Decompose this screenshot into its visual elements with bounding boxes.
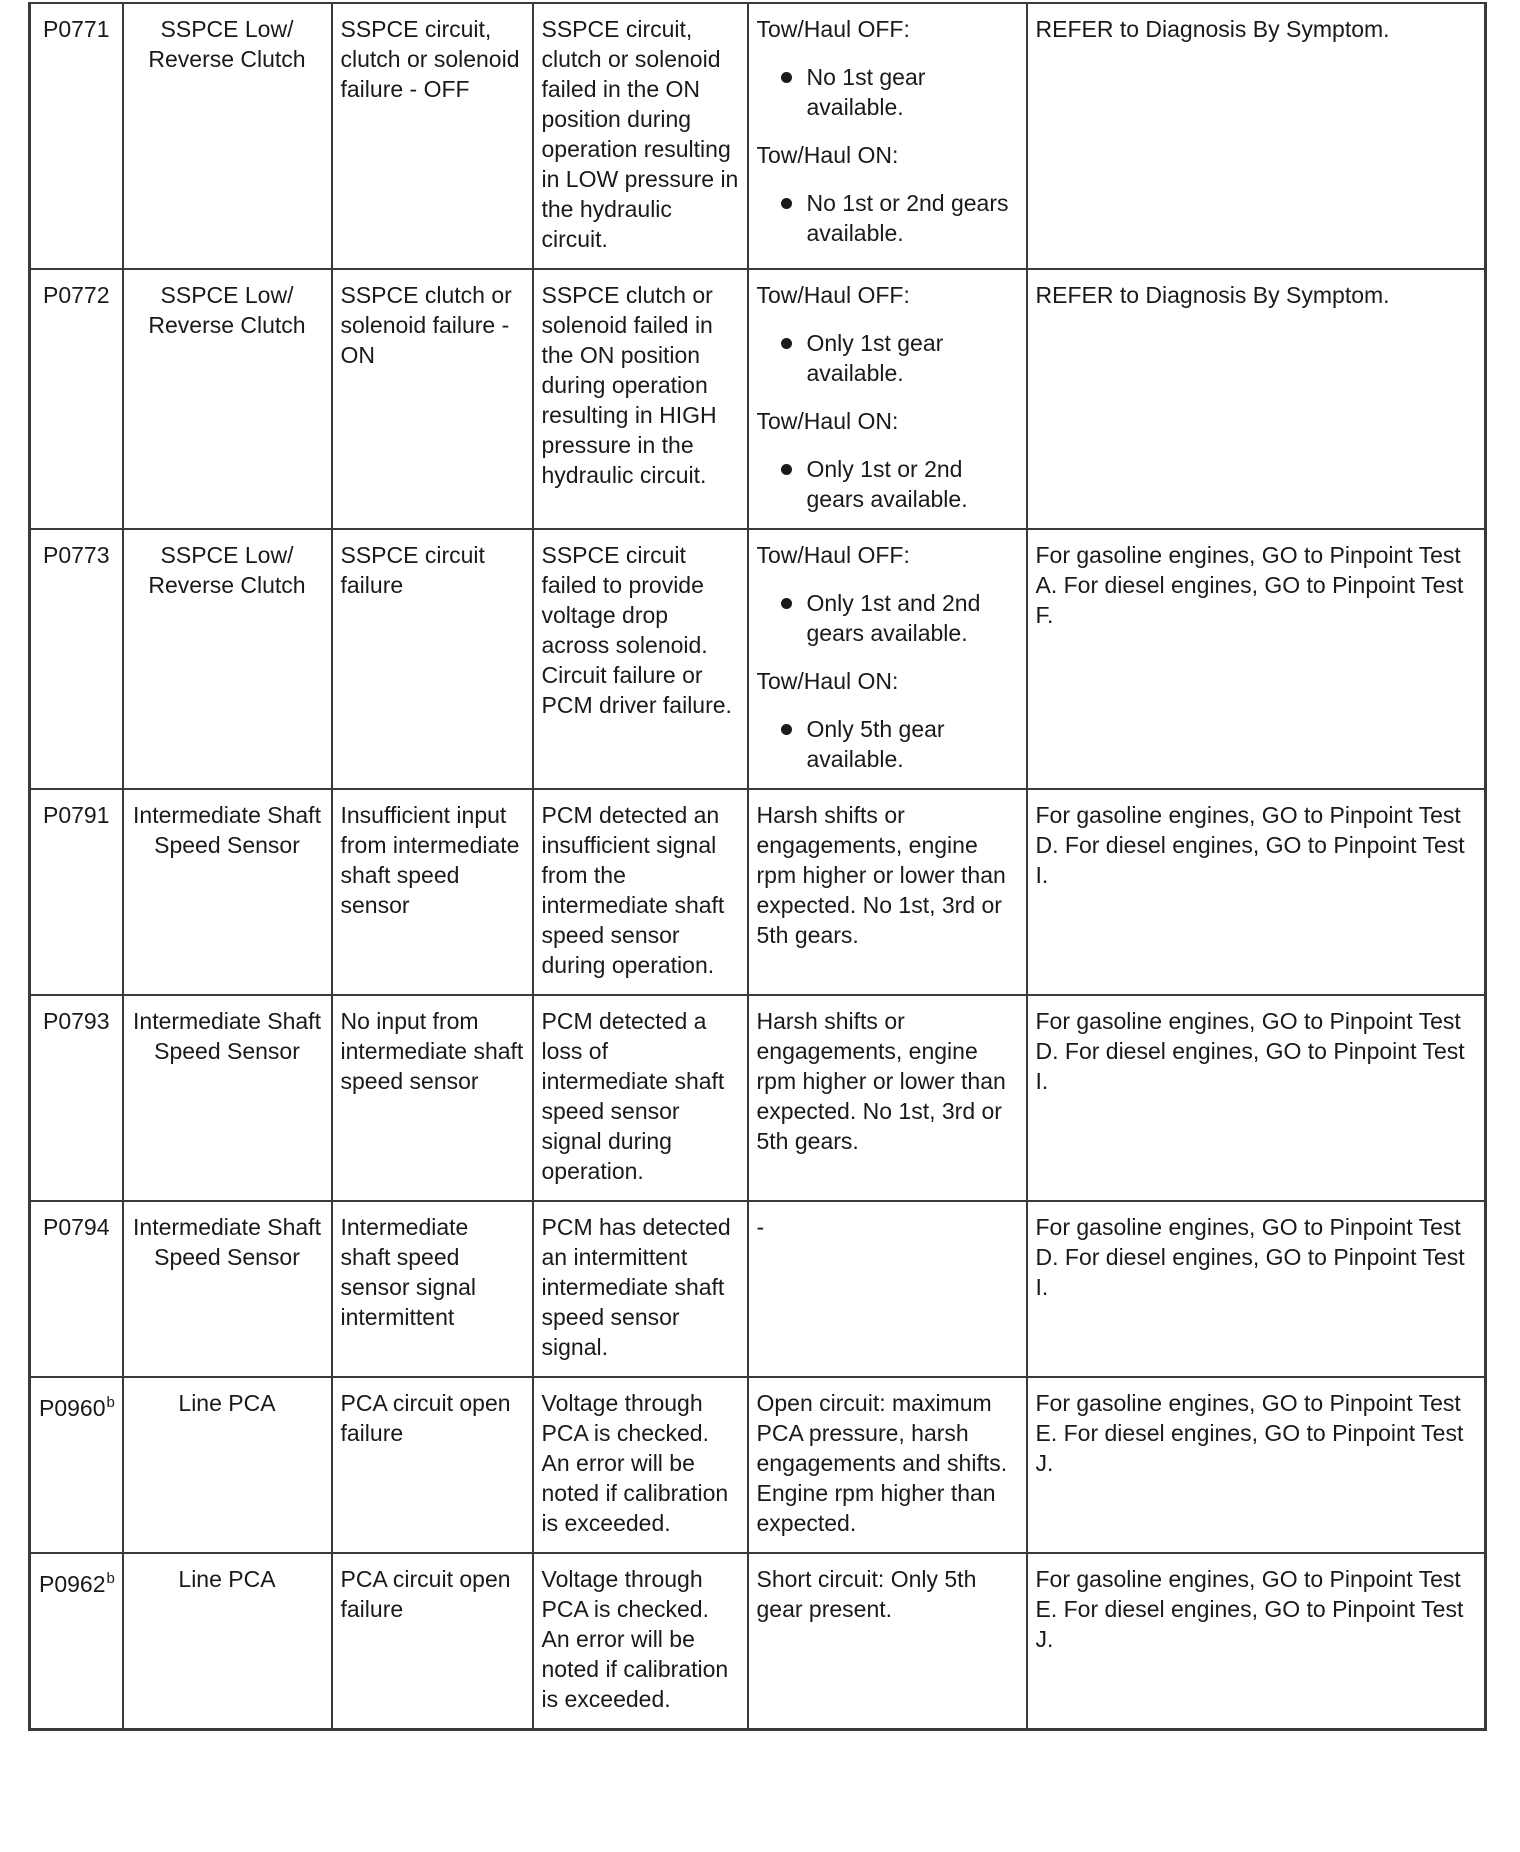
symptom-cell <box>748 529 1027 789</box>
symptom-list <box>757 454 1018 514</box>
symptom-cell <box>748 995 1027 1201</box>
list-item <box>757 454 1018 514</box>
symptom-cell <box>748 1201 1027 1377</box>
table-row <box>30 529 1486 789</box>
symptom-heading: Tow/Haul OFF: <box>756 16 910 42</box>
dtc-code-cell <box>30 269 123 529</box>
symptom-bullet-text: Only 5th gear available. <box>806 716 945 772</box>
condition-cell: Voltage through PCA is checked. An error will be noted if calibration is exceeded. <box>533 1377 748 1553</box>
table-row <box>30 789 1486 995</box>
condition-cell: PCM detected a loss of intermediate shaft speed sensor signal during operation. <box>533 995 748 1201</box>
dtc-code-cell <box>30 3 123 269</box>
bullet-icon <box>781 724 792 735</box>
condition-cell: SSPCE circuit failed to provide voltage drop across solenoid. Circuit failure or PCM driver failure. <box>533 529 748 789</box>
symptom-text: Short circuit: Only 5th gear present. <box>756 1566 977 1622</box>
symptom-cell <box>748 789 1027 995</box>
action-cell: For gasoline engines, GO to Pinpoint Test D. For diesel engines, GO to Pinpoint Test I. <box>1027 1201 1486 1377</box>
symptom-bullet-text: No 1st or 2nd gears available. <box>806 190 1009 246</box>
list-item <box>757 188 1018 248</box>
dtc-code: P0771 <box>42 16 110 42</box>
symptom-cell <box>748 269 1027 529</box>
component-cell: Intermediate Shaft Speed Sensor <box>123 1201 332 1377</box>
component-cell: Line PCA <box>123 1377 332 1553</box>
action-cell: For gasoline engines, GO to Pinpoint Test A. For diesel engines, GO to Pinpoint Test F. <box>1027 529 1486 789</box>
list-item <box>757 714 1018 774</box>
dtc-code: P0773 <box>42 542 110 568</box>
symptom-cell <box>748 3 1027 269</box>
symptom-heading: Tow/Haul ON: <box>756 408 899 434</box>
symptom-text: Harsh shifts or engagements, engine rpm higher or lower than expected. No 1st, 3rd or 5th gears. <box>756 802 1006 948</box>
symptom-list <box>757 188 1018 248</box>
dtc-code-cell <box>30 995 123 1201</box>
symptom-heading: Tow/Haul OFF: <box>756 542 910 568</box>
symptom-text: Harsh shifts or engagements, engine rpm higher or lower than expected. No 1st, 3rd or 5th gears. <box>756 1008 1006 1154</box>
bullet-icon <box>781 72 792 83</box>
description-cell: PCA circuit open failure <box>332 1377 533 1553</box>
description-cell: PCA circuit open failure <box>332 1553 533 1730</box>
component-cell: Line PCA <box>123 1553 332 1730</box>
dtc-code-cell <box>30 1201 123 1377</box>
action-cell: For gasoline engines, GO to Pinpoint Test E. For diesel engines, GO to Pinpoint Test J. <box>1027 1553 1486 1730</box>
description-cell: No input from intermediate shaft speed sensor <box>332 995 533 1201</box>
list-item <box>757 588 1018 648</box>
symptom-heading: Tow/Haul ON: <box>756 142 899 168</box>
description-cell: Intermediate shaft speed sensor signal intermittent <box>332 1201 533 1377</box>
component-cell: Intermediate Shaft Speed Sensor <box>123 995 332 1201</box>
symptom-cell <box>748 1377 1027 1553</box>
dtc-code: P0793 <box>42 1008 110 1034</box>
bullet-icon <box>781 198 792 209</box>
symptom-list <box>757 62 1018 122</box>
dtc-code-cell <box>30 529 123 789</box>
symptom-heading: Tow/Haul OFF: <box>756 282 910 308</box>
dtc-code-cell <box>30 1377 123 1553</box>
list-item <box>757 328 1018 388</box>
symptom-list <box>757 328 1018 388</box>
bullet-icon <box>781 338 792 349</box>
component-cell: SSPCE Low/ Reverse Clutch <box>123 529 332 789</box>
dtc-table <box>28 2 1487 1731</box>
condition-cell: PCM detected an insufficient signal from the intermediate shaft speed sensor during operation. <box>533 789 748 995</box>
action-cell: For gasoline engines, GO to Pinpoint Test D. For diesel engines, GO to Pinpoint Test I. <box>1027 995 1486 1201</box>
dtc-code-cell <box>30 789 123 995</box>
footnote-marker: b <box>106 1394 115 1411</box>
list-item <box>757 62 1018 122</box>
condition-cell: SSPCE circuit, clutch or solenoid failed in the ON position during operation resulting in LOW pressure in the hydraulic circuit. <box>533 3 748 269</box>
description-cell: SSPCE clutch or solenoid failure - ON <box>332 269 533 529</box>
component-cell: SSPCE Low/ Reverse Clutch <box>123 269 332 529</box>
symptom-bullet-text: Only 1st gear available. <box>806 330 944 386</box>
dtc-code-cell <box>30 1553 123 1730</box>
component-cell: SSPCE Low/ Reverse Clutch <box>123 3 332 269</box>
dtc-code: P0962 <box>39 1571 106 1597</box>
symptom-bullet-text: Only 1st or 2nd gears available. <box>806 456 968 512</box>
symptom-bullet-text: No 1st gear available. <box>806 64 926 120</box>
dtc-table-body <box>30 3 1486 1730</box>
table-row <box>30 1201 1486 1377</box>
description-cell: SSPCE circuit, clutch or solenoid failure - OFF <box>332 3 533 269</box>
action-cell: For gasoline engines, GO to Pinpoint Test D. For diesel engines, GO to Pinpoint Test I. <box>1027 789 1486 995</box>
description-cell: Insufficient input from intermediate shaft speed sensor <box>332 789 533 995</box>
bullet-icon <box>781 464 792 475</box>
condition-cell: Voltage through PCA is checked. An error will be noted if calibration is exceeded. <box>533 1553 748 1730</box>
dtc-code: P0794 <box>42 1214 110 1240</box>
condition-cell: SSPCE clutch or solenoid failed in the ON position during operation resulting in HIGH pressure in the hydraulic circuit. <box>533 269 748 529</box>
dtc-code: P0772 <box>42 282 110 308</box>
table-row <box>30 269 1486 529</box>
symptom-heading: Tow/Haul ON: <box>756 668 899 694</box>
condition-cell: PCM has detected an intermittent intermediate shaft speed sensor signal. <box>533 1201 748 1377</box>
action-cell: REFER to Diagnosis By Symptom. <box>1027 269 1486 529</box>
component-cell: Intermediate Shaft Speed Sensor <box>123 789 332 995</box>
table-row <box>30 995 1486 1201</box>
table-row <box>30 3 1486 269</box>
table-row <box>30 1377 1486 1553</box>
table-row <box>30 1553 1486 1730</box>
dtc-code: P0960 <box>39 1395 106 1421</box>
symptom-cell <box>748 1553 1027 1730</box>
bullet-icon <box>781 598 792 609</box>
symptom-list <box>757 588 1018 648</box>
symptom-list <box>757 714 1018 774</box>
description-cell: SSPCE circuit failure <box>332 529 533 789</box>
action-cell: For gasoline engines, GO to Pinpoint Test E. For diesel engines, GO to Pinpoint Test J. <box>1027 1377 1486 1553</box>
action-cell: REFER to Diagnosis By Symptom. <box>1027 3 1486 269</box>
footnote-marker: b <box>106 1570 115 1587</box>
symptom-text: Open circuit: maximum PCA pressure, harsh engagements and shifts. Engine rpm higher than expected. <box>756 1390 1008 1536</box>
dtc-code: P0791 <box>42 802 110 828</box>
symptom-bullet-text: Only 1st and 2nd gears available. <box>806 590 981 646</box>
symptom-text: - <box>756 1214 765 1240</box>
